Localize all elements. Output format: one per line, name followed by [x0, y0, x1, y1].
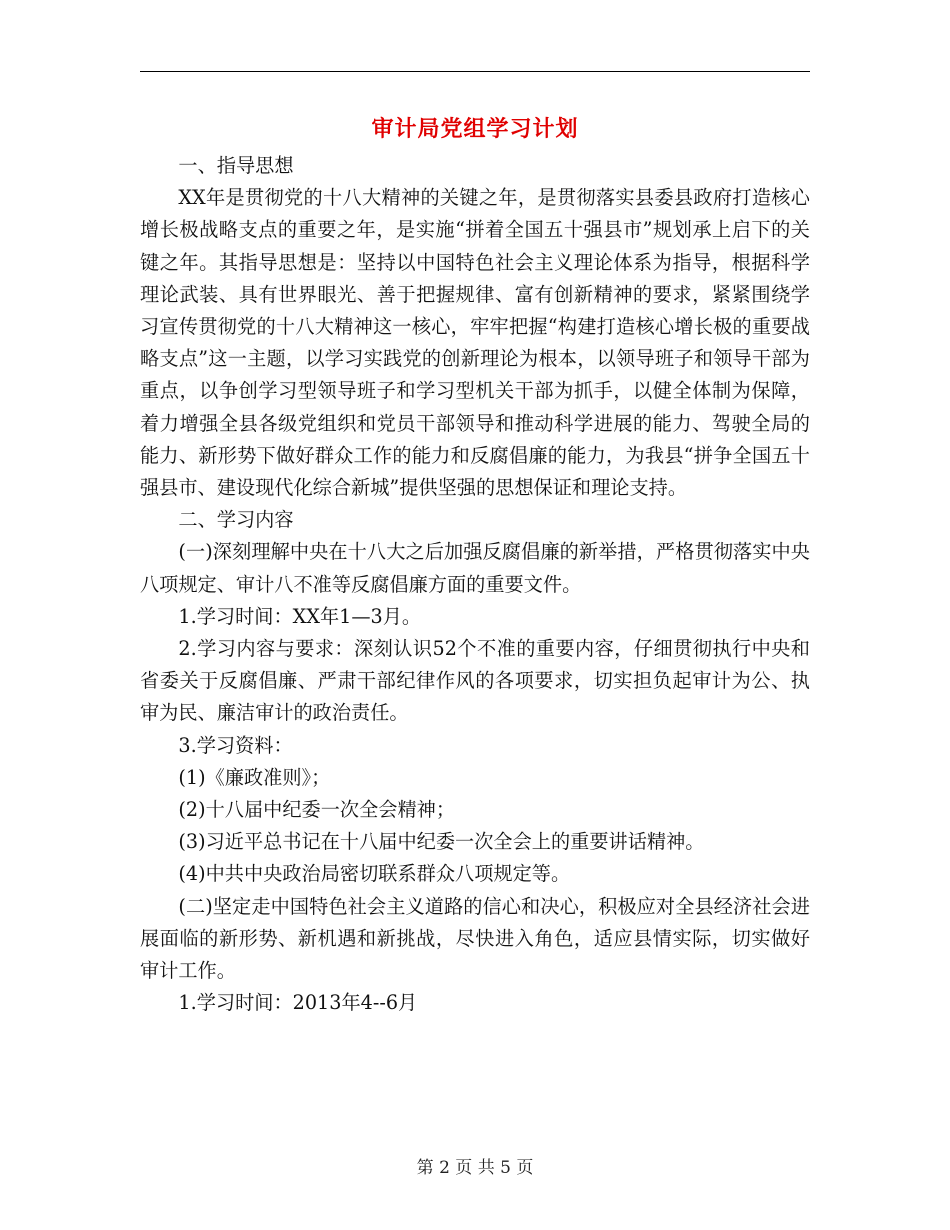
paragraph-study-time-2: 1.学习时间：2013年4--6月: [178, 991, 418, 1015]
paragraph-study-requirements: 2.学习内容与要求：深刻认识52个不准的重要内容，仔细贯彻执行中央和省委关于反腐倡廉、严肃干部纪律作风的各项要求，切实担负起审计为公、执审为民、廉洁审计的政治责任。: [140, 637, 810, 725]
list-item-material-1: (1)《廉政准则》；: [178, 765, 331, 789]
document-body: [140, 150, 810, 1019]
paragraph-item-1: (一)深刻理解中央在十八大之后加强反腐倡廉的新举措，严格贯彻落实中央八项规定、审计八不准等反腐倡廉方面的重要文件。: [140, 540, 810, 596]
section-heading-study-content: 二、学习内容: [178, 508, 294, 532]
list-item-material-2: (2)十八届中纪委一次全会精神；: [178, 798, 456, 822]
section-heading-guiding-ideology: 一、指导思想: [178, 154, 294, 177]
list-item-material-3: (3)习近平总书记在十八届中纪委一次全会上的重要讲话精神。: [178, 830, 705, 854]
document-title: 审计局党组学习计划: [371, 117, 579, 142]
paragraph-item-2: (二)坚定走中国特色社会主义道路的信心和决心，积极应对全县经济社会进展面临的新形势、新机遇和新挑战，尽快进入角色，适应县情实际，切实做好审计工作。: [140, 894, 810, 983]
paragraph-study-materials: 3.学习资料：: [178, 733, 293, 757]
paragraph-guiding-ideology: XX年是贯彻党的十八大精神的关键之年，是贯彻落实县委县政府打造核心增长极战略支点的重要之年，是实施“拼着全国五十强县市”规划承上启下的关键之年。其指导思想是：坚持以中国特色社会主义理论体系为指导，根据科学理论武装、具有世界眼光、善于把握规律、富有创新精神的要求，紧紧围绕学习宣传贯彻党的十八大精神这一核心，牢牢把握“构建打造核心增长极的重要战略支点”这一主题，以学习实践党的创新理论为根本，以领导班子和领导干部为重点，以争创学习型领导班子和学习型机关干部为抓手，以健全体制为保障，着力增强全县各级党组织和党员干部领导和推动科学进展的能力、驾驶全局的能力、新形势下做好群众工作的能力和反腐倡廉的能力，为我县“拼争全国五十强县市、建设现代化综合新城”提供坚强的思想保证和理论支持。: [140, 186, 810, 500]
header-rule: [140, 71, 810, 72]
paragraph-study-time-1: 1.学习时间：XX年1—3月。: [178, 604, 422, 628]
list-item-material-4: (4)中共中央政治局密切联系群众八项规定等。: [178, 862, 571, 886]
page-number-footer: 第 2 页 共 5 页: [416, 1158, 534, 1178]
